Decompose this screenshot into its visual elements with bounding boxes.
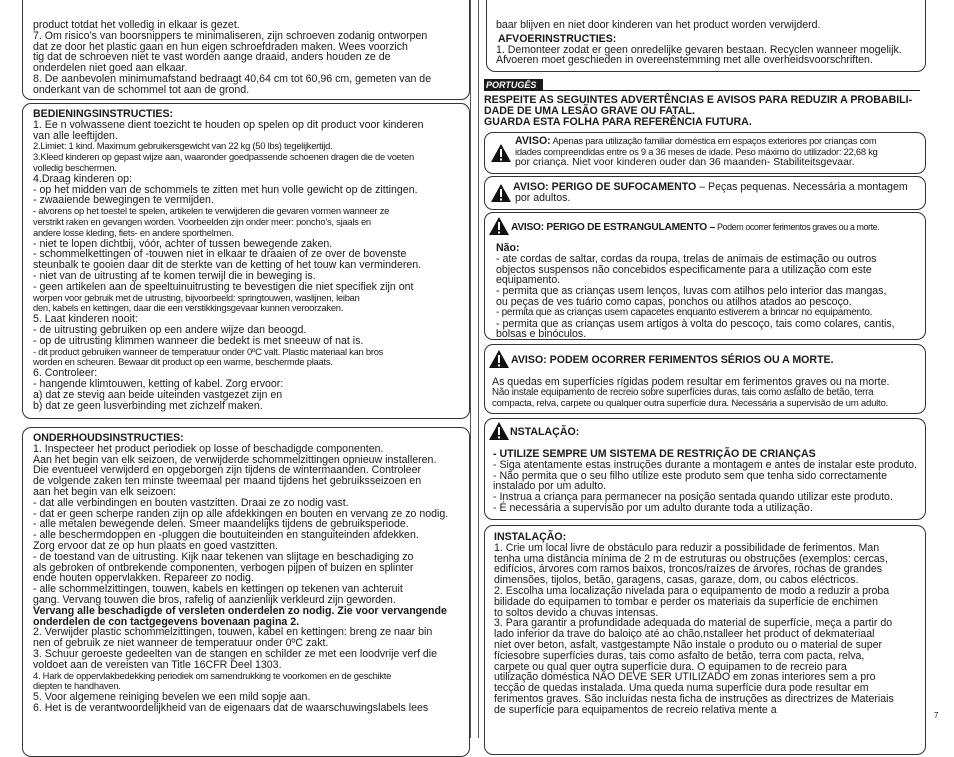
text-line: van alle leeftijden.: [33, 129, 118, 142]
installation-instructions: [494, 532, 894, 716]
text-line: 6. Controleer:: [33, 367, 98, 380]
text-line: - Não permita que o seu filho utilize este produto sem que tenha sido correctamente: [493, 469, 887, 482]
text-line: idades compreendidas entre os 9 a 36 meses de idade. Peso máximo do utilizador: 22,68 kg: [515, 145, 878, 157]
text-line: baar blijven en niet door kinderen van het product worden verwijderd.: [496, 19, 821, 31]
text-line: 4. Hark de oppervlakbedekking periodiek om samendrukking te voorkomen en de geschikte: [33, 669, 392, 681]
warning-strangulation-list: [496, 243, 895, 340]
text-line: 1. Crie um local livre de obstáculo para reduzir a possibilidade de ferimentos. Man: [494, 541, 880, 554]
text-line: 6. Het is de verantwoordelijkheid van de eigenaars dat de waarschuwingslabels lees: [33, 701, 429, 714]
text-line: onderkant van de schommel tot aan de grond.: [33, 83, 250, 96]
text-line: por criança. Niet voor kinderen ouder dan 36 maanden- Stabiliteitsgevaar.: [515, 156, 855, 168]
safety-heading: [484, 95, 912, 127]
text-line: andere losse kleding, fiets- en andere sporthelmen.: [33, 226, 234, 238]
text-line: compacta, relva, carpete ou qualquer outra superfície dura. Necessária a supervisão de um adulto.: [492, 397, 888, 409]
text-line: tenha uma distância mínima de 2 m de estruturas ou obstruções (exemplos: cercas,: [494, 552, 888, 565]
text-line: - op de uitrusting klimmen wanneer die bedekt is met sneeuw of nat is.: [33, 334, 364, 347]
text-line: lado inferior da trave do baloiço até ao chão.nstalleer het product of dekmateriaal: [494, 628, 875, 641]
text-line: Apenas para utilização familiar doméstica em espaços exteriores por crianças com: [550, 135, 877, 146]
text-line: dimensões, tijolos, betão, garagens, casas, garaze, dom, ou cabos eléctricos.: [494, 574, 859, 587]
text-line: - alle metalen bewegende delen. Smeer maandelijks tijdens de gebruiksperiode.: [33, 518, 409, 531]
text-line: - niet te lopen dichtbij, vóór, achter of tussen bewegende zaken.: [33, 237, 333, 250]
text-line: ou peças de ves tuário como capas, ponchos ou atilhos atados ao pescoço.: [496, 295, 852, 308]
text-line: 1. Demonteer zodat er geen onredelijke gevaren bestaan. Recyclen wanneer mogelijk.: [496, 43, 902, 56]
text-line: voldoet aan de vereisten van Title 16CFR Deel 1303.: [33, 658, 282, 671]
text-line: por adultos.: [515, 191, 571, 204]
text-line: Não instale equipamento de recreio sobre superfícies duras, tais como asfalto de betão, terra: [492, 386, 874, 398]
text-line: - dat alle verbindingen en bouten vastzitten. Draai ze zo nodig vast.: [33, 496, 349, 509]
disposal-instructions: [496, 20, 902, 66]
text-line: 2. Escolha uma localização nivelada para o equipamento de modo a reduzir a proba: [494, 584, 890, 597]
text-line: ende houten oppervlakken. Repareer zo nodig.: [33, 572, 254, 585]
text-line: 2.Limiet: 1 kind. Maximum gebruikersgewicht van 22 kg (50 lbs) tegelijkertijd.: [33, 140, 333, 152]
continued-assembly-text: [33, 20, 431, 96]
text-line: product totdat het volledig in elkaar is gezet.: [33, 19, 240, 31]
text-line: 1. Ee n volwassene dient toezicht te houden op spelen op dit product voor kinderen: [33, 118, 424, 131]
warning-strangulation-header: [511, 222, 879, 234]
text-line: As quedas em superfícies rígidas podem resultar em ferimentos graves ou na morte.: [492, 376, 890, 388]
text-line: volledig beschermen.: [33, 161, 117, 173]
language-rule: [484, 90, 920, 91]
text-line: Afvoeren moet geschieden in overeenstemming met alle overheidsvoorschriften.: [496, 54, 873, 67]
warning-label: AVISO:: [515, 135, 551, 147]
text-line: worpen voor gebruik met de uitrusting, bijvoorbeeld: springtouwen, waslijnen, leiban: [33, 291, 360, 303]
replacement-note: onderdelen de con tactgegevens bovenaan pagina 2.: [33, 615, 300, 628]
text-line: - alle schommelzittingen, touwen, kabels en kettingen op tekenen van achteruit: [33, 583, 403, 596]
warning-label: AVISO: PERIGO DE ESTRANGULAMENTO –: [511, 222, 715, 233]
text-line: 5. Laat kinderen nooit:: [33, 313, 138, 326]
text-line: gang. Vervang touwen die bros, rafelig of aanzienlijk verkleurd zijn geworden.: [33, 593, 396, 606]
warning-usage-text: [515, 136, 878, 168]
text-line: b) dat ze geen lusverbinding met zichzelf maken.: [33, 399, 263, 412]
text-line: dat ze door het plastic gaan en hun eigen schroefdraden maken. Wees voorzich: [33, 40, 408, 53]
text-line: 3. Para garantir a profundidade adequada do material de superfície, meça a partir do: [494, 617, 893, 630]
text-line: fíciesobre superfícies duras, tais como asfalto de betão, terra com pacta, relva,: [494, 649, 865, 662]
text-line: - dat er geen scherpe randen zijn op alle afdekkingen en bouten en vervang ze zo nodig.: [33, 507, 449, 520]
text-line: - Siga atentamente estas instruções durante a montagem e antes de instalar este produto.: [493, 458, 918, 471]
warning-falls-text: [492, 377, 889, 409]
heading-line: DADE DE UMA LESÃO GRAVE OU FATAL.: [484, 104, 695, 117]
text-line: - zwaaiende bewegingen te vermijden.: [33, 194, 214, 207]
text-line: - ate cordas de saltar, cordas da roupa, trelas de animais de estimação ou outros: [496, 252, 877, 265]
text-line: instalado por um adulto.: [493, 480, 607, 493]
text-line: - permita que as crianças usem artigos à volta do pescoço, tais como colares, cantis,: [496, 317, 895, 330]
text-line: - de toestand van de uitrusting. Kijk naar tekenen van slijtage en beschadiging zo: [33, 550, 414, 563]
text-line: bolsas e binóculos.: [496, 328, 587, 341]
text-line: - alvorens op het toestel te spelen, artikelen te verwijderen die gevaren vormen wanneer ze: [33, 205, 390, 217]
text-line: carpete ou qual quer outra superfície dura. O equipamen to de recreio para: [494, 660, 847, 673]
text-line: 4.Draag kinderen op:: [33, 172, 132, 185]
text-line: - niet van de uitrusting af te komen terwijl die in beweging is.: [33, 269, 316, 282]
text-line: ferimentos graves. São incluídas nesta ficha de instruções as directrizes de Materiais: [494, 692, 894, 705]
installation-warning-header: [510, 427, 579, 438]
usage-instructions: [33, 109, 423, 411]
text-line: 5. Voor algemene reiniging bevelen we een mild sopje aan.: [33, 691, 311, 704]
maintenance-instructions: [33, 433, 448, 714]
section-title: INSTALAÇÃO:: [494, 531, 567, 543]
text-line: nen of gebruik ze niet wanneer de temperatuur onder 0ºC zakt.: [33, 637, 329, 650]
text-line: 1. Inspecteer het product periodiek op losse of beschadigde componenten.: [33, 442, 384, 455]
heading-line: GUARDA ESTA FOLHA PARA REFERÊNCIA FUTURA.: [484, 115, 752, 128]
text-line: a) dat ze stevig aan beide uiteinden vastgezet zijn en: [33, 388, 283, 401]
page-number: 7: [934, 711, 939, 720]
text-line: objectos suspensos não concebidos especificamente para a utilização com este: [496, 263, 872, 276]
replacement-note: Vervang alle beschadigde of versleten onderdelen zo nodig. Zie voor vervangende: [33, 604, 447, 617]
text-line: equipamento.: [496, 274, 561, 287]
text-line: - geen artikelen aan de speeltuinuitrusting te bevestigen die niet specifiek zijn ont: [33, 280, 414, 293]
text-line: worden en scheuren. Bewaar dit product op een warme, beschermde plaats.: [33, 356, 333, 368]
language-tag: PORTUGÊS: [484, 79, 543, 91]
column-divider: [470, 0, 471, 738]
installation-warning-list: [493, 449, 917, 514]
text-line: - permita que as crianças usem lenços, luvas com atilhos pelo interior das mangas,: [496, 285, 887, 298]
text-line: - É necessária a supervisão por um adulto durante toda a utilização.: [493, 501, 813, 514]
text-line: niet over beton, asfalt, vastgestampte Não instale o produto ou o material de super: [494, 638, 883, 651]
text-line: 8. De aanbevolen minimumafstand bedraagt 40,64 cm tot 60,96 cm, gemeten van de: [33, 72, 432, 85]
text-line: edifícios, árvores com ramos baixos, troncos/raízes de árvores, rochas de grandes: [494, 563, 883, 576]
text-line: to soltos devido a chuvas intensas.: [494, 606, 659, 619]
text-line: - alle beschermdoppen en -pluggen die boutuiteinden en stanguiteinden afdekken.: [33, 529, 419, 542]
text-line: - op het midden van de schommels te zitten met hun volle gewicht op de zittingen.: [33, 183, 418, 196]
text-line: tig dat de schroeven niet te vast worden aange draaid, anders houden ze de: [33, 51, 391, 64]
heading-line: RESPEITE AS SEGUINTES ADVERTÊNCIAS E AVISOS PARA REDUZIR A PROBABILI-: [484, 94, 913, 106]
text-line: Die eventueel verwijderd en opgeborgen zijn tijdens de wintermaanden. Controleer: [33, 464, 422, 477]
text-line: steunbalk te gooien daar dit de sterkte van de ketting of het touw kan verminderen.: [33, 259, 422, 272]
text-line: - UTILIZE SEMPRE UM SISTEMA DE RESTRIÇÃO DE CRIANÇAS: [493, 448, 816, 460]
text-line: de superfície para equipamentos de recreio relativa mente a: [494, 703, 777, 716]
text-line: utilização doméstica NÃO DEVE SER UTILIZADO em zonas interiores sem a pro: [494, 671, 876, 684]
section-title: AFVOERINSTRUCTIES:: [498, 32, 617, 45]
text-line: 7. Om risico’s van boorsnippers te minimaliseren, zijn schroeven zodanig ontworpen: [33, 29, 428, 42]
text-line: – Peças pequenas. Necessária a montagem: [696, 181, 908, 193]
nao-label: Não:: [496, 242, 520, 254]
text-line: 3.Kleed kinderen op gepast wijze aan, waaronder goedpassende schoenen dragen die de voeten: [33, 151, 414, 163]
warning-label: AVISO: PERIGO DE SUFOCAMENTO: [513, 181, 697, 193]
text-line: bilidade do equipamen to tombar e perder os materiais da superfície de enchimen: [494, 595, 878, 608]
section-title: BEDIENINGSINSTRUCTIES:: [33, 108, 174, 120]
text-line: onderdelen niet goed aan elkaar.: [33, 62, 188, 75]
text-line: - permita que as crianças usem capacetes enquanto estiverem a brincar no equipamento.: [496, 306, 873, 318]
text-line: - Instrua a criança para permanecer na posição sentada quando utilizar este produto.: [493, 491, 893, 504]
text-line: verstrikt raken en gevangen worden. Voorbeelden zijn onder meer: poncho’s, sjaals en: [33, 215, 371, 227]
text-line: diepten te handhaven.: [33, 680, 121, 692]
text-line: de volgende zaken ten minste tweemaal per maand tijdens het gebruiksseizoen en: [33, 475, 422, 488]
text-line: - schommelkettingen of -touwen niet in elkaar te draaien of ze over de bovenste: [33, 248, 407, 261]
text-line: Aan het begin van elk seizoen, de verwijderde schommelzittingen opnieuw installeren.: [33, 453, 437, 466]
text-line: - hangende klimtouwen, ketting of kabel. Zorg ervoor:: [33, 377, 284, 390]
warning-choking-text: [513, 182, 908, 204]
text-line: als gebroken of ontbrekende componenten, verbogen pijpen of buizen en splinter: [33, 561, 414, 574]
warning-label: AVISO: PODEM OCORRER FERIMENTOS SÉRIOS OU A MORTE.: [511, 354, 834, 366]
warning-label: NSTALAÇÃO:: [510, 426, 580, 438]
text-line: Podem ocorrer ferimentos graves ou a morte.: [714, 222, 880, 232]
text-line: tecção de quedas instalada. Uma queda numa superfície dura pode resultar em: [494, 682, 869, 695]
text-line: 2. Verwijder plastic schommelzittingen, touwen, kabel en kettingen: breng ze naar bin: [33, 626, 433, 639]
warning-falls-header: [511, 355, 834, 366]
text-line: - dit product gebruiken wanneer de temperatuur onder 0ºC valt. Plastic materiaal kan bros: [33, 345, 384, 357]
text-line: 3. Schuur geroeste gedeelten van de stangen en schilder ze met een loodvrije verf die: [33, 647, 437, 660]
text-line: Zorg ervoor dat ze op hun plaats en goed vastzitten.: [33, 539, 278, 552]
section-title: ONDERHOUDSINSTRUCTIES:: [33, 432, 184, 444]
text-line: aan het begin van elk seizoen:: [33, 485, 177, 498]
text-line: - de uitrusting gebruiken op een andere wijze dan beoogd.: [33, 323, 307, 336]
text-line: den, kabels en kettingen, daar die een verstikkingsgevaar kunnen veroorzaken.: [33, 302, 344, 314]
column-divider: [478, 0, 479, 738]
